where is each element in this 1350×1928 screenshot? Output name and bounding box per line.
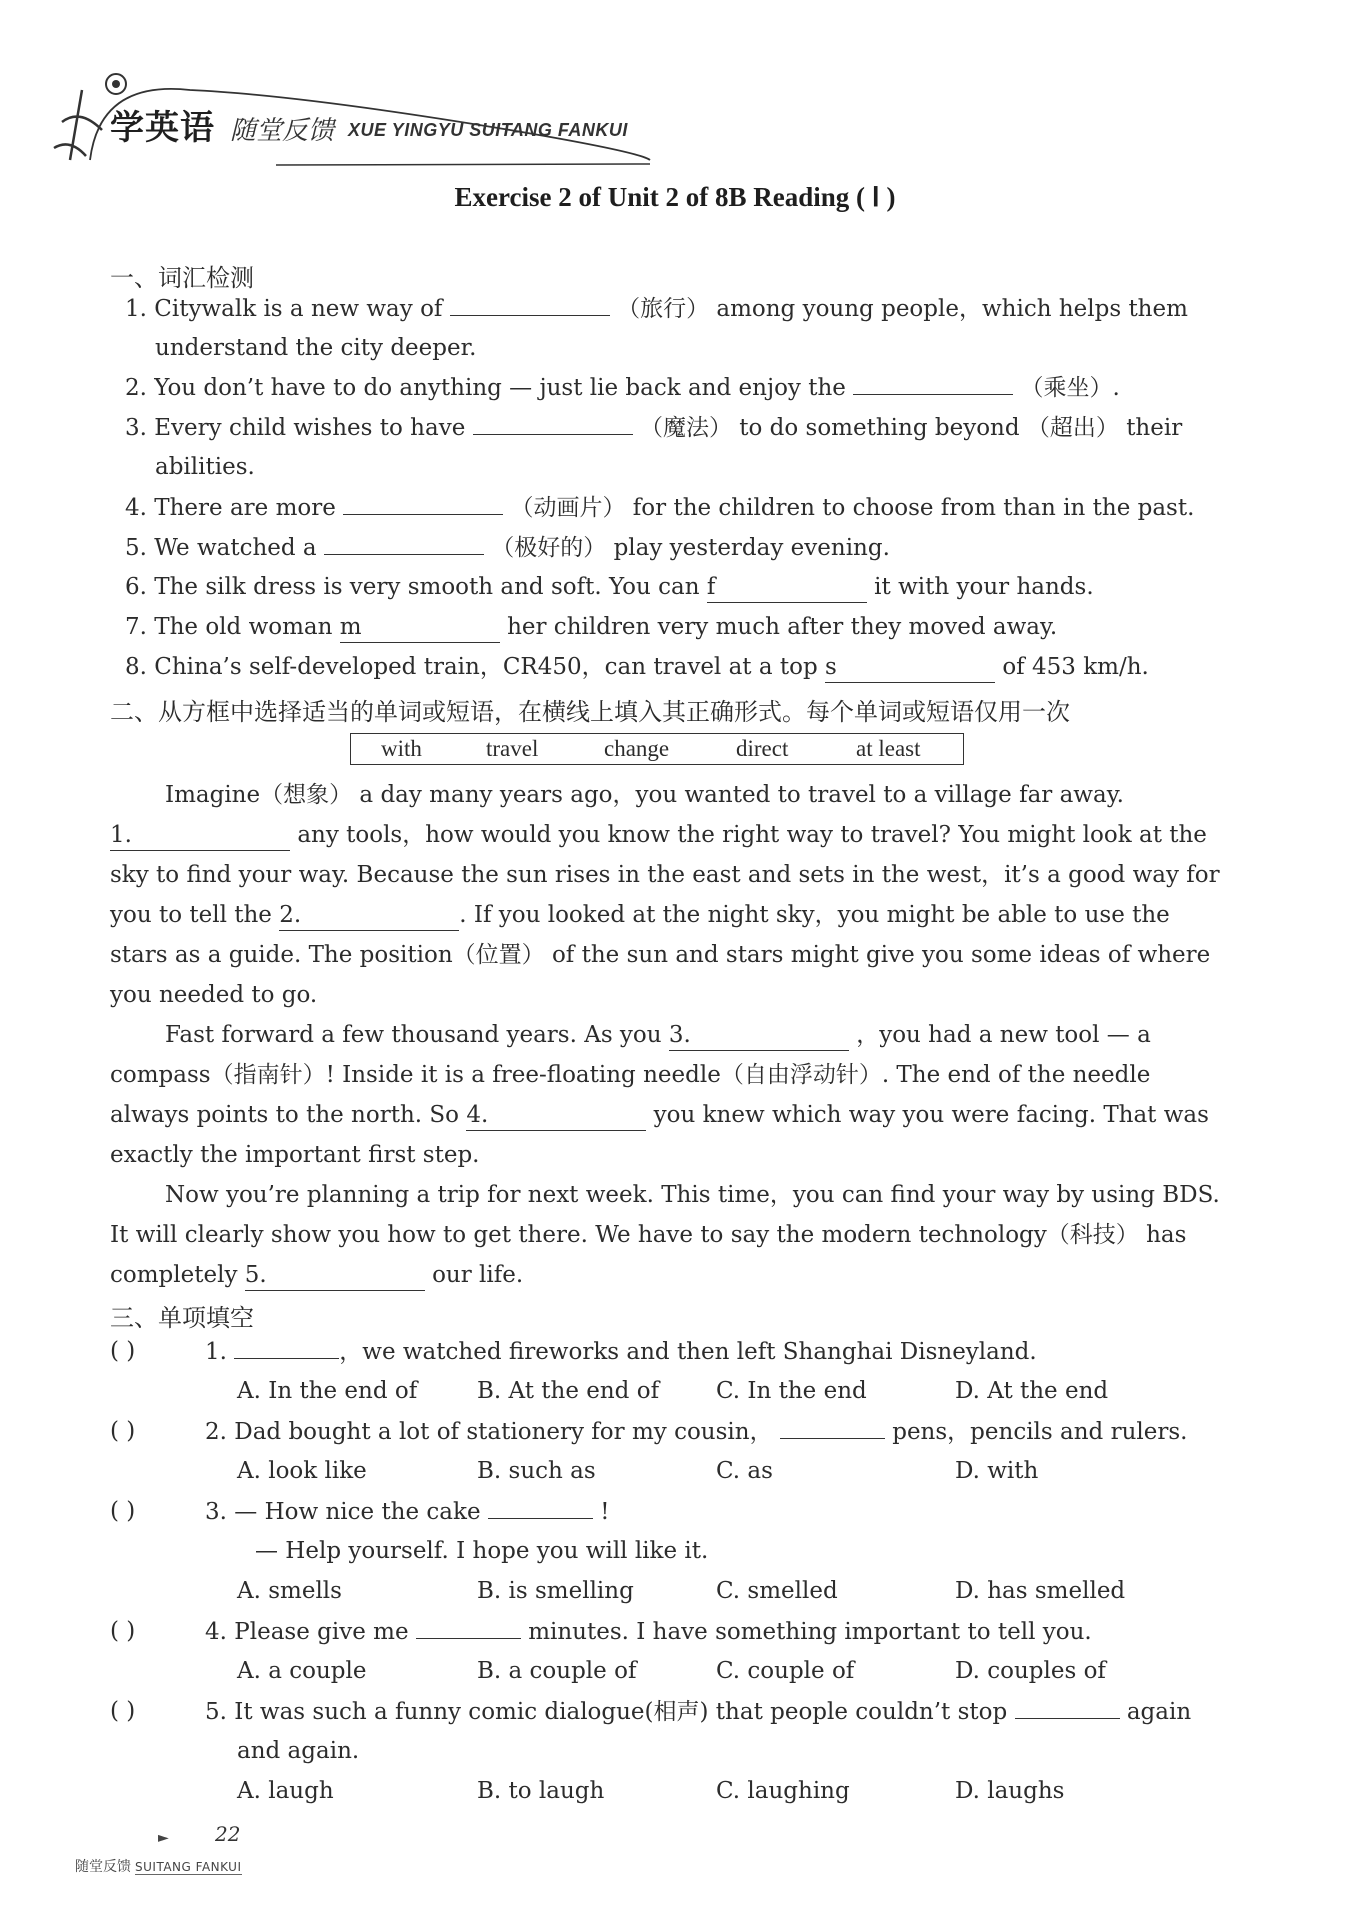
mc-q5-stem: [205, 1696, 1191, 1727]
vocab-q6-text: 6. The silk dress is very smooth and soft. You can: [125, 574, 700, 600]
mc-q1-answer-bracket[interactable]: ( ): [110, 1338, 136, 1364]
passage-p1-line1: Imagine（想象） a day many years ago，you wanted to travel to a village far away.: [165, 782, 1124, 808]
mc-q4-blank: [416, 1616, 521, 1639]
vocab-q4-hint: （动画片） for the children to choose from than in the past.: [510, 495, 1195, 521]
mc-q1-blank: [234, 1336, 339, 1359]
passage-p1-line4: [110, 900, 1170, 931]
mc-q2-answer-bracket[interactable]: ( ): [110, 1418, 136, 1444]
passage-blank-2[interactable]: [279, 900, 459, 931]
passage-p2-line4: exactly the important first step.: [110, 1142, 480, 1168]
vocab-q5-blank[interactable]: [324, 532, 484, 555]
word-box: [350, 733, 964, 765]
passage-p3-line2: It will clearly show you how to get there. We have to say the modern technology（科技） has: [110, 1222, 1187, 1248]
vocab-q1-line1: [125, 293, 1188, 324]
passage-p3-line1: Now you’re planning a trip for next week. This time，you can find your way by using BDS.: [165, 1182, 1220, 1208]
vocab-q1-blank[interactable]: [450, 293, 610, 316]
passage-text: completely: [110, 1262, 238, 1288]
vocab-q3-blank[interactable]: [473, 412, 633, 435]
blank-number: 3.: [668, 1022, 691, 1048]
passage-p1-line3: sky to find your way. Because the sun rises in the east and sets in the west，it’s a good way for: [110, 862, 1220, 888]
passage-blank-5[interactable]: [245, 1260, 425, 1291]
mc-q2-text-end: pens，pencils and rulers.: [892, 1419, 1188, 1445]
mc-q1-text: ，we watched fireworks and then left Shanghai Disneyland.: [339, 1339, 1037, 1365]
mc-q5-option[interactable]: D. laughs: [955, 1778, 1065, 1804]
passage-p2-line2: compass（指南针）! Inside it is a free-floating needle（自由浮动针）. The end of the needle: [110, 1062, 1151, 1088]
word-box-item: direct: [736, 736, 789, 761]
word-box-item: with: [381, 736, 422, 761]
mc-q4-option[interactable]: A. a couple: [237, 1658, 367, 1684]
vocab-q5-text: 5. We watched a: [125, 535, 317, 561]
vocab-q8-rest: of 453 km/h.: [1002, 654, 1149, 680]
vocab-q8-initial: s: [825, 654, 837, 680]
header-logo: [40, 60, 660, 170]
word-box-item: travel: [486, 736, 539, 761]
vocab-q3-line1: [125, 412, 1182, 443]
vocab-q2: [125, 372, 1120, 403]
blank-number: 1.: [110, 822, 132, 848]
vocab-q5-hint: （极好的） play yesterday evening.: [491, 535, 890, 561]
vocab-q6-blank[interactable]: [707, 572, 867, 603]
section3-heading: 三、单项填空: [110, 1304, 254, 1332]
passage-blank-3[interactable]: [669, 1020, 849, 1051]
mc-q3-option[interactable]: A. smells: [237, 1578, 342, 1604]
word-box-item: at least: [856, 736, 921, 761]
footer-arrow-icon: ►: [158, 1830, 169, 1846]
passage-p2-line1: [165, 1020, 1151, 1051]
mc-q2-option[interactable]: A. look like: [237, 1458, 367, 1484]
mc-q5-text: 5. It was such a funny comic dialogue(相声) that people couldn’t stop: [205, 1699, 1008, 1725]
mc-q5-option[interactable]: C. laughing: [716, 1778, 850, 1804]
passage-text: you knew which way you were facing. That was: [653, 1102, 1209, 1128]
mc-q4-text-end: minutes. I have something important to tell you.: [528, 1619, 1092, 1645]
mc-q5-option[interactable]: B. to laugh: [477, 1778, 605, 1804]
passage-p2-line3: [110, 1100, 1209, 1131]
vocab-q4-blank[interactable]: [343, 492, 503, 515]
vocab-q1-hint: （旅行） among young people，which helps them: [617, 296, 1188, 322]
mc-q4-text: 4. Please give me: [205, 1619, 409, 1645]
mc-q4-option[interactable]: D. couples of: [955, 1658, 1106, 1684]
blank-number: 4.: [466, 1102, 489, 1128]
mc-q4-answer-bracket[interactable]: ( ): [110, 1618, 136, 1644]
mc-q4-option[interactable]: B. a couple of: [477, 1658, 637, 1684]
vocab-q2-hint: （乘坐）.: [1020, 375, 1120, 401]
vocab-q7-rest: her children very much after they moved away.: [507, 614, 1058, 640]
vocab-q1-line2: understand the city deeper.: [155, 335, 477, 361]
mc-q1-option[interactable]: A. In the end of: [237, 1378, 418, 1404]
mc-q3-reply: — Help yourself. I hope you will like it.: [255, 1538, 709, 1564]
vocab-q8: [125, 652, 1149, 683]
mc-q5-text-end: again: [1126, 1699, 1192, 1725]
passage-blank-4[interactable]: [466, 1100, 646, 1131]
logo-english: XUE YINGYU SUITANG FANKUI: [348, 120, 628, 140]
passage-text: Fast forward a few thousand years. As you: [165, 1022, 662, 1048]
mc-q3-answer-bracket[interactable]: ( ): [110, 1498, 136, 1524]
vocab-q5: [125, 532, 890, 563]
mc-q4-option[interactable]: C. couple of: [716, 1658, 855, 1684]
mc-q3-text-end: !: [600, 1499, 610, 1525]
mc-q2-stem: [205, 1416, 1187, 1447]
passage-text: ，you had a new tool — a: [856, 1022, 1151, 1048]
mc-q1-option[interactable]: B. At the end of: [477, 1378, 660, 1404]
mc-q5-option[interactable]: A. laugh: [237, 1778, 334, 1804]
vocab-q2-blank[interactable]: [853, 372, 1013, 395]
passage-text: . If you looked at the night sky，you might be able to use the: [459, 902, 1170, 928]
mc-number: 1.: [205, 1339, 227, 1365]
passage-p1-line6: you needed to go.: [110, 982, 318, 1008]
passage-text: our life.: [432, 1262, 524, 1288]
section1-heading: 一、词汇检测: [110, 264, 254, 292]
mc-q1-stem: [205, 1336, 1037, 1367]
vocab-q4-text: 4. There are more: [125, 495, 336, 521]
mc-q3-option[interactable]: B. is smelling: [477, 1578, 634, 1604]
mc-q3-option[interactable]: D. has smelled: [955, 1578, 1126, 1604]
passage-text: you to tell the: [110, 902, 272, 928]
word-box-item: change: [604, 736, 670, 761]
vocab-q7-blank[interactable]: [340, 612, 500, 643]
vocab-q7-text: 7. The old woman: [125, 614, 333, 640]
vocab-q7-initial: m: [339, 614, 362, 640]
vocab-q6-rest: it with your hands.: [874, 574, 1094, 600]
vocab-q2-text: 2. You don’t have to do anything — just lie back and enjoy the: [125, 375, 846, 401]
passage-blank-1[interactable]: [110, 820, 290, 851]
vocab-q4: [125, 492, 1194, 523]
mc-q3-option[interactable]: C. smelled: [716, 1578, 838, 1604]
mc-q2-option[interactable]: B. such as: [477, 1458, 596, 1484]
passage-p1-line2: [110, 820, 1207, 851]
logo-title: 学英语: [110, 108, 215, 148]
footer-brand-cn: 随堂反馈: [75, 1859, 131, 1875]
mc-q3-blank: [488, 1496, 593, 1519]
page-title: Exercise 2 of Unit 2 of 8B Reading ( Ⅰ ): [454, 182, 896, 212]
blank-number: 5.: [244, 1262, 267, 1288]
vocab-q6: [125, 572, 1094, 603]
mc-q5-blank: [1015, 1696, 1120, 1719]
passage-text: any tools，how would you know the right way to travel? You might look at the: [297, 822, 1207, 848]
vocab-q8-text: 8. China’s self-developed train，CR450，can travel at a top: [125, 654, 818, 680]
vocab-q3-hint: （魔法） to do something beyond （超出） their: [639, 415, 1183, 441]
vocab-q3-line2: abilities.: [155, 454, 255, 480]
mc-q1-option[interactable]: D. At the end: [955, 1378, 1109, 1404]
vocab-q8-blank[interactable]: [825, 652, 995, 683]
footer-brand-en: SUITANG FANKUI: [135, 1860, 242, 1874]
vocab-q3-text: 3. Every child wishes to have: [125, 415, 466, 441]
passage-p1-line5: stars as a guide. The position（位置） of the sun and stars might give you some ideas of where: [110, 942, 1211, 968]
passage-text: always points to the north. So: [110, 1102, 459, 1128]
mc-q2-blank: [780, 1416, 885, 1439]
mc-q5-continuation: and again.: [237, 1738, 360, 1764]
mc-q1-option[interactable]: C. In the end: [716, 1378, 867, 1404]
mc-q5-answer-bracket[interactable]: ( ): [110, 1698, 136, 1724]
mc-q3-text: 3. — How nice the cake: [205, 1499, 481, 1525]
mc-q3-stem: [205, 1496, 609, 1527]
logo-subtitle: 随堂反馈: [230, 116, 335, 146]
mc-q2-text: 2. Dad bought a lot of stationery for my cousin，: [205, 1419, 773, 1445]
blank-number: 2.: [279, 902, 302, 928]
vocab-q7: [125, 612, 1057, 643]
passage-p3-line3: [110, 1260, 523, 1291]
mc-q2-option[interactable]: D. with: [955, 1458, 1039, 1484]
vocab-q6-initial: f: [706, 574, 716, 600]
mc-q2-option[interactable]: C. as: [716, 1458, 773, 1484]
vocab-q1-text: 1. Citywalk is a new way of: [125, 296, 443, 322]
section2-heading: 二、从方框中选择适当的单词或短语，在横线上填入其正确形式。每个单词或短语仅用一次: [110, 698, 1070, 726]
footer-brand: [75, 1856, 242, 1876]
mc-q4-stem: [205, 1616, 1092, 1647]
page-number: 22: [215, 1822, 241, 1846]
